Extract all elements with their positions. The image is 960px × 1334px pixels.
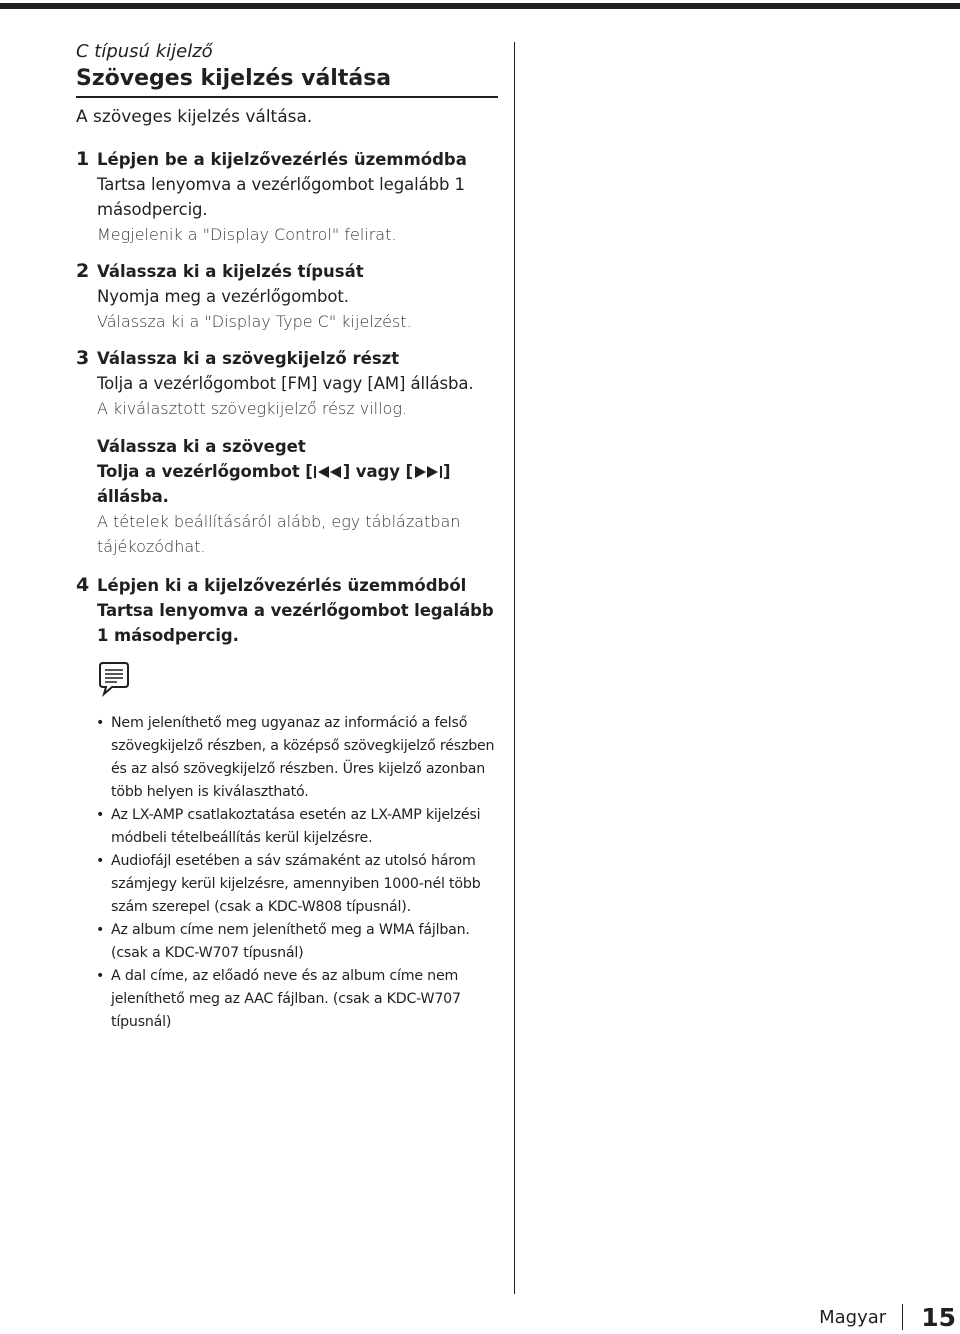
step-number: 3: [76, 347, 90, 369]
page-footer: [819, 1300, 956, 1334]
step-2: [76, 259, 498, 334]
step-title: Válassza ki a szövegkijelző részt: [97, 349, 400, 368]
bullet: •: [96, 853, 105, 869]
bullet: •: [96, 807, 105, 823]
note-speech-bubble-icon: [95, 660, 133, 698]
notes-list: [76, 712, 498, 1034]
sub-step-result: A tételek beállításáról alább, egy táblázatban tájékozódhat.: [97, 512, 461, 556]
note-text: A dal címe, az előadó neve és az album címe nem jeleníthető meg az AAC fájlban. (csak a KDC-W707 típusnál): [111, 968, 461, 1030]
step-result: Megjelenik a "Display Control" felirat.: [97, 225, 397, 244]
section-subtitle: C típusú kijelző: [76, 41, 213, 62]
column-divider: [514, 42, 515, 1294]
sub-step-title: Válassza ki a szöveget: [97, 437, 306, 456]
step-4: [76, 573, 498, 648]
note-text: Az LX-AMP csatlakoztatása esetén az LX-AMP kijelzési módbeli tételbeállítás kerül kijelzésre.: [111, 807, 481, 846]
bullet: •: [96, 922, 105, 938]
note-item: [76, 919, 498, 965]
note-text: Az album címe nem jeleníthető meg a WMA fájlban. (csak a KDC-W707 típusnál): [111, 922, 470, 961]
skip-next-icon: [413, 465, 443, 479]
step-1: [76, 147, 498, 247]
bullet: •: [96, 968, 105, 984]
action-suffix: ] állásba.: [97, 462, 451, 506]
action-prefix: Tolja a vezérlőgombot [: [97, 462, 313, 481]
note-item: [76, 850, 498, 919]
sub-step-action: [97, 459, 498, 509]
note-item: [76, 712, 498, 804]
top-rule: [0, 3, 960, 9]
step-number: 2: [76, 260, 90, 282]
step-3: [76, 346, 498, 421]
step-result: Válassza ki a "Display Type C" kijelzést.: [97, 312, 412, 331]
note-item: [76, 804, 498, 850]
footer-divider: [902, 1304, 903, 1330]
page-number: 15: [921, 1302, 956, 1332]
step-title: Válassza ki a kijelzés típusát: [97, 262, 364, 281]
sub-step-select-text: [76, 434, 498, 559]
bullet: •: [96, 715, 105, 731]
note-text: Audiofájl esetében a sáv számaként az utolsó három számjegy kerül kijelzésre, amennyiben 1000-nél több szám szerepel (csak a KDC-W808 típusnál).: [111, 853, 481, 915]
step-result: A kiválasztott szövegkijelző rész villog.: [97, 399, 408, 418]
note-item: [76, 965, 498, 1034]
note-text: Nem jeleníthető meg ugyanaz az információ a felső szövegkijelző részben, a középső szövegkijelző részben és az alsó szövegkijelző részben. Üres kijelző azonban több helyen is kiválasztható.: [111, 715, 495, 800]
step-number: 1: [76, 148, 90, 170]
skip-previous-icon: [313, 465, 343, 479]
step-title: Lépjen ki a kijelzővezérlés üzemmódból: [97, 576, 467, 595]
step-action: Tolja a vezérlőgombot [FM] vagy [AM] állásba.: [97, 374, 474, 393]
intro-text: A szöveges kijelzés váltása.: [76, 107, 313, 127]
language-label: Magyar: [819, 1306, 887, 1328]
step-action: Nyomja meg a vezérlőgombot.: [97, 287, 349, 306]
step-title: Lépjen be a kijelzővezérlés üzemmódba: [97, 150, 467, 169]
action-middle: ] vagy [: [342, 462, 413, 481]
step-action: Tartsa lenyomva a vezérlőgombot legalább 1 másodpercig.: [97, 175, 465, 219]
step-number: 4: [76, 574, 90, 596]
step-action: Tartsa lenyomva a vezérlőgombot legalább 1 másodpercig.: [97, 601, 494, 645]
page-title: Szöveges kijelzés váltása: [76, 64, 498, 98]
main-column: [76, 40, 498, 1034]
